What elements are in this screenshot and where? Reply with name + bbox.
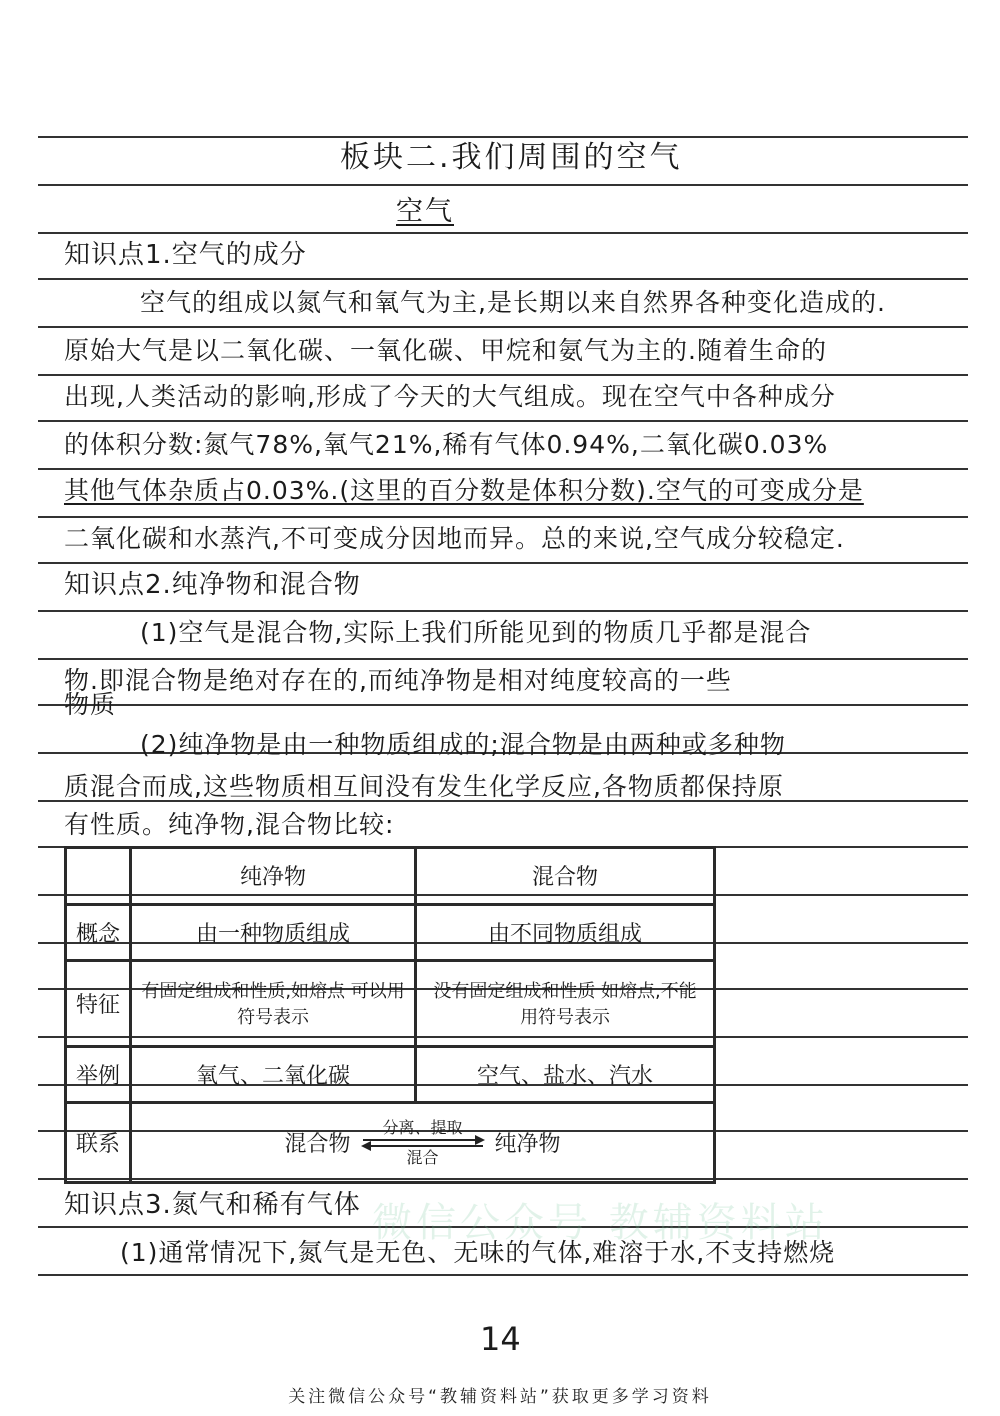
- text-line: 其他气体杂质占0.03%.(这里的百分数是体积分数).空气的可变成分是: [64, 476, 864, 505]
- text-line: 出现,人类活动的影响,形成了今天的大气组成。现在空气中各种成分: [64, 382, 836, 411]
- row-label: 举例: [66, 1046, 131, 1103]
- ruled-line: [38, 326, 968, 328]
- footer-note: 关注微信公众号“教辅资料站”获取更多学习资料: [288, 1387, 712, 1407]
- cell-pure: 有固定组成和性质,如熔点 可以用符号表示: [131, 961, 416, 1046]
- text-line: 原始大气是以二氧化碳、一氧化碳、甲烷和氨气为主的.随着生命的: [64, 336, 827, 365]
- text-line: 二氧化碳和水蒸汽,不可变成分因地而异。总的来说,空气成分较稳定.: [64, 524, 845, 553]
- text-line: 的体积分数:氮气78%,氧气21%,稀有气体0.94%,二氧化碳0.03%: [64, 430, 829, 459]
- relation-left: 混合物: [284, 1132, 351, 1158]
- table-row: [66, 1046, 715, 1103]
- table-header-row: [66, 848, 715, 905]
- cell-pure: 由一种物质组成: [131, 904, 416, 961]
- row-label: 概念: [66, 904, 131, 961]
- left-arrow-icon: [363, 1145, 483, 1147]
- backward-label: 混合: [406, 1147, 439, 1167]
- table-header-pure: 纯净物: [131, 848, 416, 905]
- relation-diagram: [140, 1119, 705, 1167]
- section-heading: 知识点1.空气的成分: [64, 240, 307, 270]
- text-line: (1)通常情况下,氮气是无色、无味的气体,难溶于水,不支持燃烧: [120, 1238, 836, 1267]
- cell-mixed: 由不同物质组成: [416, 904, 715, 961]
- relation-cell: [131, 1103, 715, 1183]
- row-label: 特征: [66, 961, 131, 1046]
- right-arrow-icon: [363, 1139, 483, 1141]
- ruled-line: [38, 420, 968, 422]
- text-line: 物质: [64, 690, 117, 719]
- text-line: 空气的组成以氮气和氧气为主,是长期以来自然界各种变化造成的.: [140, 288, 886, 317]
- watermark: 微信公众号 教辅资料站: [372, 1200, 829, 1246]
- ruled-line: [38, 232, 968, 234]
- ruled-line: [38, 704, 968, 706]
- ruled-line: [38, 610, 968, 612]
- table-row: [66, 1103, 715, 1183]
- table-row: [66, 961, 715, 1046]
- comparison-table: [64, 846, 716, 1184]
- ruled-line: [38, 1274, 968, 1276]
- ruled-line: [38, 562, 968, 564]
- ruled-line: [38, 278, 968, 280]
- cell-mixed: 空气、盐水、汽水: [416, 1046, 715, 1103]
- ruled-line: [38, 658, 968, 660]
- section-heading: 知识点2.纯净物和混合物: [64, 570, 361, 600]
- text-line: 物.即混合物是绝对存在的,而纯净物是相对纯度较高的一些: [64, 666, 732, 695]
- ruled-line: [38, 136, 968, 138]
- ruled-line: [38, 184, 968, 186]
- table-row: [66, 904, 715, 961]
- page-title: 板块二.我们周围的空气: [340, 140, 683, 175]
- table-header-mixed: 混合物: [416, 848, 715, 905]
- text-line: (1)空气是混合物,实际上我们所能见到的物质几乎都是混合: [140, 618, 812, 647]
- cell-mixed: 没有固定组成和性质 如熔点,不能用符号表示: [416, 961, 715, 1046]
- relation-arrows: [363, 1119, 483, 1167]
- text-line: (2)纯净物是由一种物质组成的;混合物是由两种或多种物: [140, 730, 786, 759]
- cell-pure: 氧气、二氧化碳: [131, 1046, 416, 1103]
- ruled-line: [38, 468, 968, 470]
- table-corner-cell: [66, 848, 131, 905]
- page-number: 14: [480, 1320, 521, 1358]
- text-line: 有性质。纯净物,混合物比较:: [64, 810, 395, 839]
- row-label: 联系: [66, 1103, 131, 1183]
- text-line: 质混合而成,这些物质相互间没有发生化学反应,各物质都保持原: [64, 772, 784, 801]
- section-heading: 知识点3.氮气和稀有气体: [64, 1190, 361, 1220]
- forward-label: 分离、提取: [382, 1117, 463, 1137]
- ruled-line: [38, 374, 968, 376]
- page-subtitle: 空气: [396, 196, 454, 227]
- relation-right: 纯净物: [494, 1132, 561, 1158]
- ruled-line: [38, 516, 968, 518]
